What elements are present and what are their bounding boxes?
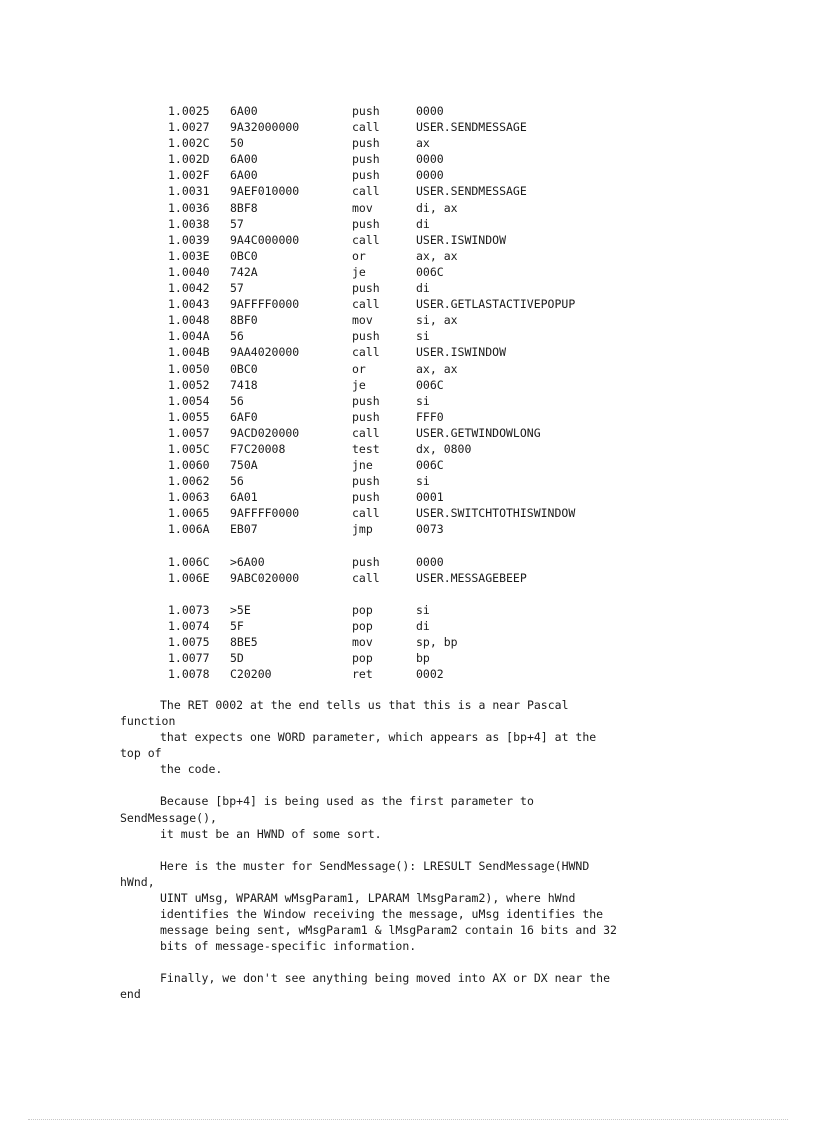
listing-operand: sp, bp (416, 635, 458, 650)
listing-bytes: 750A (230, 458, 258, 473)
listing-bytes: 57 (230, 216, 244, 231)
listing-operand: USER.GETWINDOWLONG (416, 425, 541, 440)
paragraph-line: hWnd, (120, 874, 155, 889)
listing-opcode: push (352, 490, 380, 505)
paragraph-line: SendMessage(), (120, 810, 217, 825)
listing-operand: USER.MESSAGEBEEP (416, 570, 527, 585)
listing-opcode: jmp (352, 522, 373, 537)
listing-bytes: 6A00 (230, 168, 258, 183)
listing-bytes: 56 (230, 329, 244, 344)
paragraph (120, 970, 720, 1002)
listing-operand: 0000 (416, 168, 444, 183)
listing-bytes: 56 (230, 474, 244, 489)
listing-operand: si (416, 329, 430, 344)
listing-bytes: >5E (230, 602, 251, 617)
listing-bytes: F7C20008 (230, 441, 286, 456)
listing-operand: USER.SWITCHTOTHISWINDOW (416, 506, 576, 521)
listing-operand: USER.SENDMESSAGE (416, 120, 527, 135)
listing-address: 1.0063 (168, 490, 210, 505)
listing-bytes: 9ACD020000 (230, 425, 300, 440)
listing-bytes: 9ABC020000 (230, 570, 300, 585)
listing-opcode: ret (352, 667, 373, 682)
listing-opcode: call (352, 297, 380, 312)
listing-address: 1.0043 (168, 297, 210, 312)
listing-address: 1.004A (168, 329, 210, 344)
listing-bytes: 5F (230, 619, 244, 633)
paragraph-line: Finally, we don't see anything being moved into AX or DX near the (160, 971, 611, 986)
listing-opcode: push (352, 216, 380, 231)
listing-opcode: call (352, 425, 380, 440)
listing-operand: 0002 (416, 667, 444, 682)
paragraph (120, 793, 720, 841)
listing-bytes: 7418 (230, 377, 258, 392)
listing-operand: di (416, 281, 430, 296)
listing-operand: di, ax (416, 200, 458, 215)
listing-operand: USER.ISWINDOW (416, 345, 507, 360)
listing-bytes: 6AF0 (230, 409, 258, 424)
listing-bytes: 0BC0 (230, 361, 258, 376)
listing-opcode: call (352, 184, 380, 199)
listing-operand: 006C (416, 377, 444, 392)
listing-address: 1.0077 (168, 651, 210, 666)
listing-address: 1.0054 (168, 393, 210, 408)
listing-address: 1.0060 (168, 458, 210, 473)
listing-bytes: >6A00 (230, 554, 265, 569)
listing-opcode: push (352, 152, 380, 167)
listing-address: 1.0078 (168, 667, 210, 682)
listing-address: 1.0050 (168, 361, 210, 376)
paragraph-line: message being sent, wMsgParam1 & lMsgParam2 contain 16 bits and 32 (160, 923, 617, 938)
listing-opcode: or (352, 248, 366, 263)
listing-operand: USER.GETLASTACTIVEPOPUP (416, 297, 576, 312)
listing-opcode: or (352, 361, 366, 376)
listing-opcode: mov (352, 313, 373, 328)
listing-operand: di (416, 619, 430, 633)
listing-bytes: 9A32000000 (230, 120, 300, 135)
paragraph (120, 697, 720, 777)
listing-bytes: 742A (230, 264, 258, 279)
listing-address: 1.0065 (168, 506, 210, 521)
listing-operand: 0000 (416, 554, 444, 569)
listing-operand: si, ax (416, 313, 458, 328)
listing-opcode: call (352, 345, 380, 360)
listing-address: 1.0025 (168, 104, 210, 118)
listing-operand: USER.SENDMESSAGE (416, 184, 527, 199)
listing-opcode: test (352, 441, 380, 456)
listing-opcode: push (352, 136, 380, 151)
listing-address: 1.0040 (168, 264, 210, 279)
listing-address: 1.002D (168, 152, 210, 167)
listing-bytes: 57 (230, 281, 244, 296)
paragraph-line: that expects one WORD parameter, which appears as [bp+4] at the (160, 730, 597, 745)
paragraph-line: top of (120, 746, 162, 761)
listing-bytes: 6A00 (230, 104, 258, 118)
listing-bytes: 0BC0 (230, 248, 258, 263)
listing-bytes: 9AFFFF0000 (230, 297, 300, 312)
listing-opcode: push (352, 393, 380, 408)
explanation-text (120, 697, 720, 1019)
listing-opcode: push (352, 474, 380, 489)
listing-bytes: 5D (230, 651, 244, 666)
listing-opcode: je (352, 377, 366, 392)
listing-operand: 0000 (416, 152, 444, 167)
listing-opcode: pop (352, 619, 373, 633)
listing-address: 1.0075 (168, 635, 210, 650)
listing-opcode: push (352, 554, 380, 569)
listing-address: 1.004B (168, 345, 210, 360)
listing-address: 1.006E (168, 570, 210, 585)
listing-operand: 0000 (416, 104, 444, 118)
listing-opcode: pop (352, 651, 373, 666)
listing-address: 1.0052 (168, 377, 210, 392)
listing-address: 1.003E (168, 248, 210, 263)
listing-opcode: jne (352, 458, 373, 473)
listing-bytes: 9AFFFF0000 (230, 506, 300, 521)
listing-bytes: 8BF8 (230, 200, 258, 215)
listing-opcode: push (352, 329, 380, 344)
listing-address: 1.0057 (168, 425, 210, 440)
listing-opcode: je (352, 264, 366, 279)
listing-bytes: 8BF0 (230, 313, 258, 328)
listing-operand: 0001 (416, 490, 444, 505)
listing-address: 1.006A (168, 522, 210, 537)
listing-operand: FFF0 (416, 409, 444, 424)
listing-opcode: push (352, 281, 380, 296)
listing-operand: 006C (416, 458, 444, 473)
paragraph-line: the code. (160, 762, 223, 777)
paragraph-line: function (120, 714, 176, 729)
listing-operand: ax (416, 136, 430, 151)
listing-operand: USER.ISWINDOW (416, 232, 507, 247)
listing-address: 1.005C (168, 441, 210, 456)
listing-opcode: call (352, 120, 380, 135)
listing-opcode: push (352, 168, 380, 183)
listing-bytes: C20200 (230, 667, 272, 682)
listing-address: 1.0062 (168, 474, 210, 489)
listing-bytes: 6A01 (230, 490, 258, 505)
listing-operand: ax, ax (416, 361, 458, 376)
paragraph-line: Here is the muster for SendMessage(): LRESULT SendMessage(HWND (160, 858, 590, 873)
listing-address: 1.0027 (168, 120, 210, 135)
listing-address: 1.002C (168, 136, 210, 151)
listing-opcode: call (352, 506, 380, 521)
listing-address: 1.0042 (168, 281, 210, 296)
listing-operand: si (416, 393, 430, 408)
listing-bytes: EB07 (230, 522, 258, 537)
paragraph-line: end (120, 987, 141, 1002)
paragraph-line: it must be an HWND of some sort. (160, 826, 382, 841)
listing-bytes: 6A00 (230, 152, 258, 167)
listing-bytes: 8BE5 (230, 635, 258, 650)
listing-address: 1.0048 (168, 313, 210, 328)
listing-operand: ax, ax (416, 248, 458, 263)
paragraph (120, 858, 720, 955)
listing-operand: dx, 0800 (416, 441, 472, 456)
listing-bytes: 50 (230, 136, 244, 151)
listing-operand: bp (416, 651, 430, 666)
listing-operand: 0073 (416, 522, 444, 537)
listing-address: 1.0073 (168, 602, 210, 617)
paragraph-line: Because [bp+4] is being used as the first parameter to (160, 794, 534, 809)
listing-operand: 006C (416, 264, 444, 279)
listing-address: 1.0031 (168, 184, 210, 199)
listing-address: 1.0039 (168, 232, 210, 247)
listing-address: 1.0036 (168, 200, 210, 215)
paragraph-line: identifies the Window receiving the message, uMsg identifies the (160, 907, 604, 922)
listing-opcode: push (352, 409, 380, 424)
listing-bytes: 9AA4020000 (230, 345, 300, 360)
listing-opcode: push (352, 104, 380, 118)
listing-operand: si (416, 474, 430, 489)
listing-address: 1.0038 (168, 216, 210, 231)
listing-bytes: 56 (230, 393, 244, 408)
listing-address: 1.0055 (168, 409, 210, 424)
listing-opcode: mov (352, 200, 373, 215)
listing-opcode: mov (352, 635, 373, 650)
listing-opcode: call (352, 570, 380, 585)
paragraph-line: bits of message-specific information. (160, 939, 417, 954)
paragraph-line: The RET 0002 at the end tells us that this is a near Pascal (160, 698, 569, 712)
listing-address: 1.002F (168, 168, 210, 183)
listing-bytes: 9A4C000000 (230, 232, 300, 247)
listing-opcode: pop (352, 602, 373, 617)
listing-operand: si (416, 602, 430, 617)
listing-address: 1.0074 (168, 619, 210, 633)
listing-address: 1.006C (168, 554, 210, 569)
paragraph-line: UINT uMsg, WPARAM wMsgParam1, LPARAM lMsgParam2), where hWnd (160, 890, 576, 905)
page-bottom-rule (28, 1119, 788, 1120)
listing-operand: di (416, 216, 430, 231)
listing-opcode: call (352, 232, 380, 247)
listing-bytes: 9AEF010000 (230, 184, 300, 199)
